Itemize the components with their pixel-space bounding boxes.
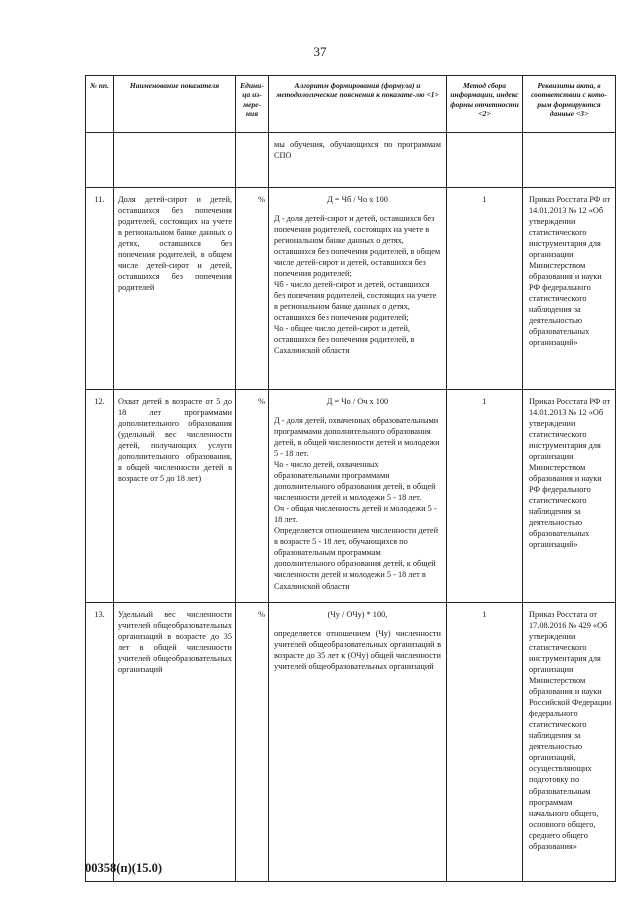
header-requisites: Реквизиты акта, в соответствии с кото-рым формируются данные <3> <box>523 76 616 133</box>
collection-method: 1 <box>447 603 523 882</box>
collection-method: 1 <box>447 390 523 603</box>
formula: Д = Чб / Чо х 100 <box>327 195 388 204</box>
methodology-text: Д - доля детей-сирот и детей, оставшихся без попечения родителей, состоящих на учете в региональном банке данных о детях, оставшихся без попечения родителей, в общем числе детей-сирот и детей, оставшихся без попечения родителей; Чб - число детей-сирот и детей, оставшихся без попечения родителей, состоящих на учете в региональном банке данных о детях, оставшихся без попечения родителей; Чо - общее число детей-сирот и детей, оставшихся без попечения родителей, в Сахалинской области <box>274 214 441 356</box>
act-requisites: Приказ Росстата РФ от 14.01.2013 № 12 «Об утверждении статистического инструментария для организации Министерством образования и науки РФ федерального статистического наблюдения за деятельностью образовательных организаций» <box>523 390 616 603</box>
methodology-text: определяется отношением (Чу) численности учителей общеобразовательных организаций в возрасте до 35 лет к (ОЧу) общей численности учителей общеобразовательных организаций <box>274 629 441 672</box>
header-name: Наименование показателя <box>114 76 236 133</box>
unit-of-measure: % <box>236 390 269 603</box>
indicator-name: Удельный вес численности учителей общеобразовательных организаций в возрасте до 35 лет в общей численности учителей общеобразовательных организаций <box>114 603 236 882</box>
act-requisites: Приказ Росстата от 17.08.2016 № 429 «Об утверждении статистического инструментария для организации Министерством образования и науки Российской Федерации федерального статистического наблюдения за деятельностью организаций, осуществляющих подготовку по образовательным программам начального общего, основного общего, среднего общего образования» <box>523 603 616 882</box>
unit-of-measure: % <box>236 188 269 390</box>
indicator-name: Доля детей-сирот и детей, оставшихся без попечения родителей, состоящих на учете в региональном банке данных о детях, оставшихся без попечения родителей, в общем числе детей-сирот и детей, оставшихся без попечения родителей <box>114 188 236 390</box>
algorithm-cell <box>269 188 447 390</box>
algorithm-cell <box>269 603 447 882</box>
methodology-text: Д - доля детей, охваченных образовательными программами дополнительного образования детей, в общей численности детей и молодежи 5 - 18 лет. Чо - число детей, охваченных образовательными программами дополнительного образования детей, в общей численности детей и молодежи 5 - 18 лет. Оч - общая численность детей и молодежи 5 - 18 лет. Определяется отношением численности детей в возрасте 5 - 18 лет, обучающихся по образовательным программам дополнительного образования детей, к общей численности детей и молодежи 5 - 18 лет в Сахалинской области <box>274 416 440 591</box>
row-number: 12. <box>86 390 114 603</box>
table-row <box>86 188 616 390</box>
unit-of-measure: % <box>236 603 269 882</box>
algorithm-continuation: мы обучения, обучающихся по программам СПО <box>269 133 447 188</box>
page-number: 37 <box>313 44 327 59</box>
cell-empty <box>86 133 114 188</box>
table-row <box>86 390 616 603</box>
header-method: Метод сбора информации, индекс формы отчетности <2> <box>447 76 523 133</box>
table-row <box>86 603 616 882</box>
act-requisites: Приказ Росстата РФ от 14.01.2013 № 12 «Об утверждении статистического инструментария для организации Министерством образования и науки РФ федерального статистического наблюдения за деятельностью образовательных организаций» <box>523 188 616 390</box>
collection-method: 1 <box>447 188 523 390</box>
header-algorithm: Алгоритм формирования (формула) и методологические пояснения к показате-лю <1> <box>269 76 447 133</box>
table-header-row <box>86 76 616 133</box>
header-num: № пп. <box>86 76 114 133</box>
indicator-name: Охват детей в возрасте от 5 до 18 лет программами дополнительного образования (удельный вес численности детей, получающих услуги дополнительного образования, в общей численности детей в возрасте от 5 до 18 лет) <box>114 390 236 603</box>
row-number: 13. <box>86 603 114 882</box>
table-row-continuation <box>86 133 616 188</box>
indicators-table <box>85 75 616 882</box>
cell-empty <box>447 133 523 188</box>
document-code: 00358(п)(15.0) <box>85 861 162 875</box>
formula: Д = Чо / Оч х 100 <box>326 397 389 406</box>
row-number: 11. <box>86 188 114 390</box>
cell-empty <box>523 133 616 188</box>
formula: (Чу / ОЧу) * 100, <box>327 610 388 619</box>
cell-empty <box>236 133 269 188</box>
cell-empty <box>114 133 236 188</box>
header-unit: Едини-ца из-мере-ния <box>236 76 269 133</box>
algorithm-cell <box>269 390 447 603</box>
